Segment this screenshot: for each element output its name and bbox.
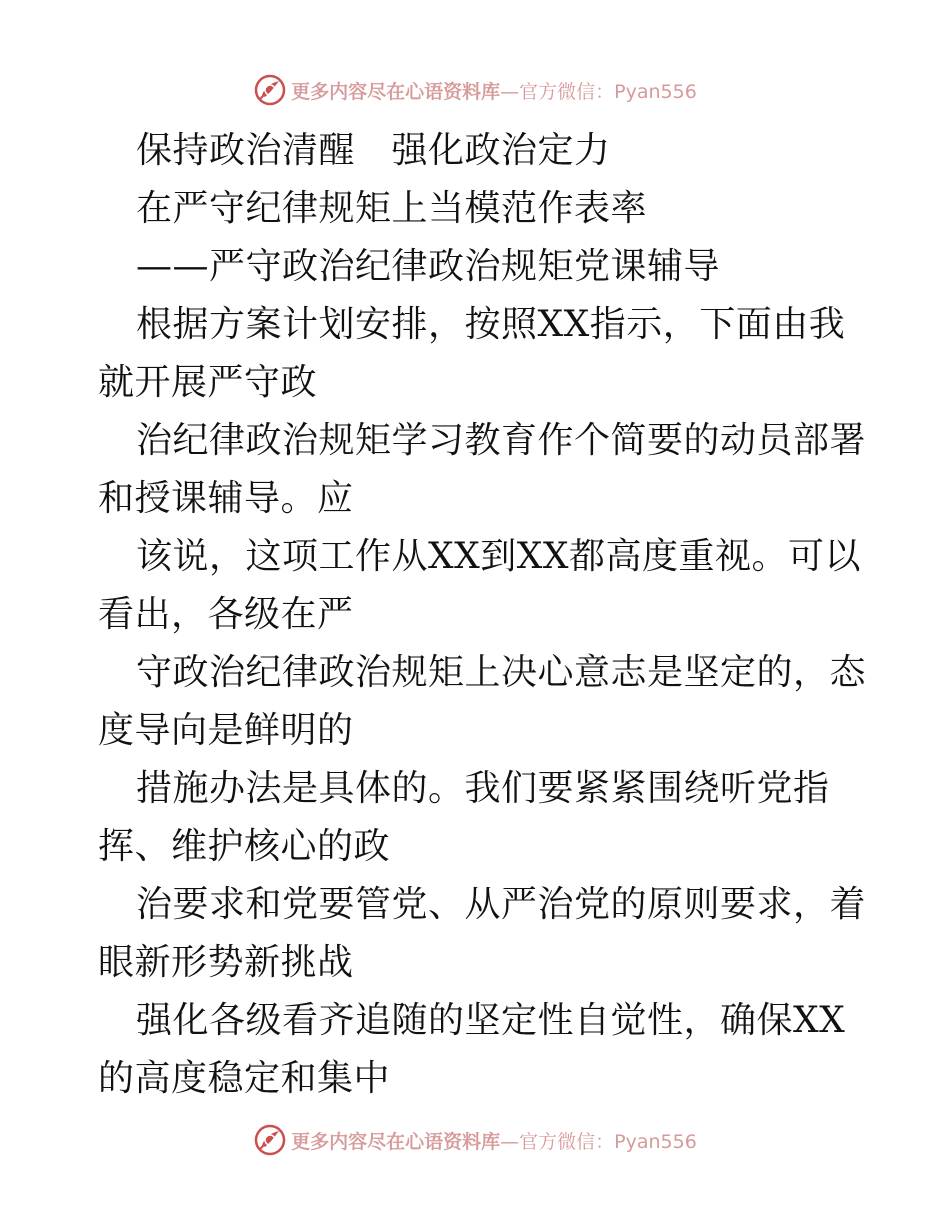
paragraph: 强化各级看齐追随的坚定性自觉性，确保XX的高度稳定和集中 xyxy=(98,1000,846,1099)
watermark-logo-icon xyxy=(253,73,287,107)
footer-watermark xyxy=(0,1120,950,1160)
paragraph: 治要求和党要管党、从严治党的原则要求，着眼新形势新挑战 xyxy=(98,884,867,983)
paragraph: 治纪律政治规矩学习教育作个简要的动员部署和授课辅导。应 xyxy=(98,420,867,519)
paragraph-title-2: 在严守纪律规矩上当模范作表率 xyxy=(136,188,648,229)
paragraph: 根据方案计划安排，按照XX指示，下面由我就开展严守政 xyxy=(98,304,846,403)
document-body xyxy=(98,122,868,1108)
header-watermark xyxy=(0,70,950,110)
watermark-logo-icon xyxy=(253,1123,287,1157)
paragraph: 守政治纪律政治规矩上决心意志是坚定的，态度导向是鲜明的 xyxy=(98,652,867,751)
paragraph-subtitle: ——严守政治纪律政治规矩党课辅导 xyxy=(136,246,721,287)
watermark-wechat-text: —官方微信：Pyan556 xyxy=(500,1130,697,1153)
paragraph: 措施办法是具体的。我们要紧紧围绕听党指挥、维护核心的政 xyxy=(98,768,830,867)
watermark-brand-text: 更多内容尽在心语资料库 xyxy=(291,80,501,103)
watermark-wechat-text: —官方微信：Pyan556 xyxy=(500,80,697,103)
paragraph-title-1: 保持政治清醒 强化政治定力 xyxy=(136,130,611,171)
watermark-brand-text: 更多内容尽在心语资料库 xyxy=(291,1130,501,1153)
paragraph: 该说，这项工作从XX到XX都高度重视。可以看出，各级在严 xyxy=(98,536,862,635)
